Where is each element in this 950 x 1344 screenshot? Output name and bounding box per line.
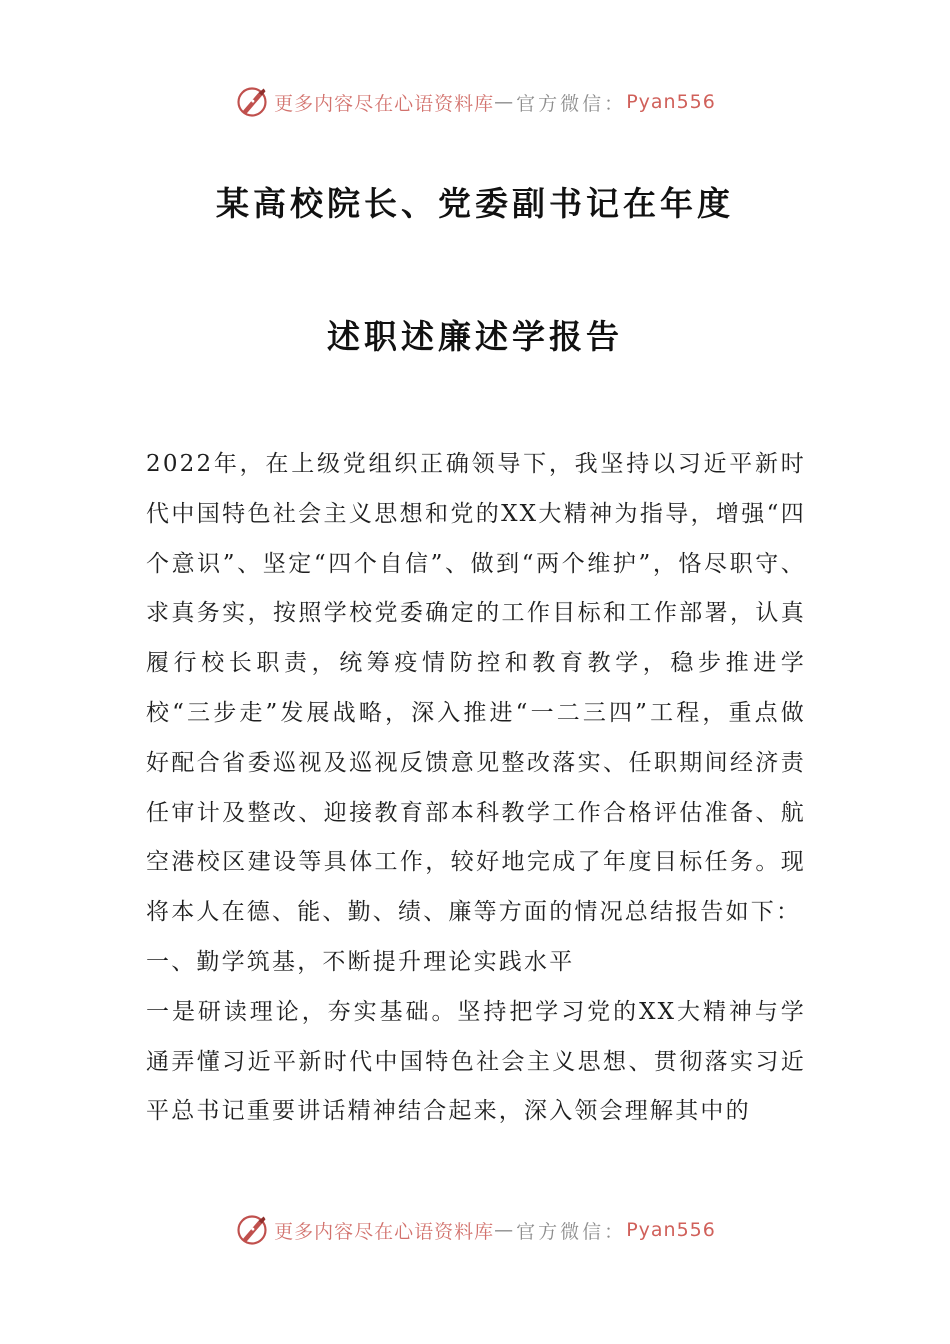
- watermark-banner-top: [0, 82, 950, 122]
- document-title-line-2: 述职述廉述学报告: [327, 317, 623, 356]
- watermark-official-text: 官方微信：: [516, 1220, 627, 1243]
- watermark-wechat-id: Pyan556: [626, 1219, 716, 1241]
- document-title-line-1: 某高校院长、党委副书记在年度: [216, 184, 734, 223]
- intro-paragraph: 2022年，在上级党组织正确领导下，我坚持以习近平新时代中国特色社会主义思想和党的XX大精神为指导，增强“四个意识”、坚定“四个自信”、做到“两个维护”，恪尽职守、求真务实，按照学校党委确定的工作目标和工作部署，认真履行校长职责，统筹疫情防控和教育教学，稳步推进学校“三步走”发展战略，深入推进“一二三四”工程，重点做好配合省委巡视及巡视反馈意见整改落实、任职期间经济责任审计及整改、迎接教育部本科教学工作合格评估准备、航空港校区建设等具体工作，较好地完成了年度目标任务。现将本人在德、能、勤、绩、廉等方面的情况总结报告如下：: [146, 451, 806, 926]
- watermark-banner-bottom: [0, 1210, 950, 1250]
- watermark-wechat-id: Pyan556: [626, 91, 716, 113]
- pen-nib-logo-icon: [234, 1212, 270, 1248]
- document-body: [146, 440, 806, 1137]
- pen-nib-logo-icon: [234, 84, 270, 120]
- watermark-separator: —: [494, 1219, 517, 1241]
- watermark-site-text: 更多内容尽在心语资料库: [274, 92, 495, 115]
- watermark-official-text: 官方微信：: [516, 92, 627, 115]
- section-heading: 一、勤学筑基，不断提升理论实践水平: [146, 948, 575, 975]
- watermark-site-text: 更多内容尽在心语资料库: [274, 1220, 495, 1243]
- watermark-separator: —: [494, 91, 517, 113]
- body-paragraph: 一是研读理论，夯实基础。坚持把学习党的XX大精神与学通弄懂习近平新时代中国特色社会主义思想、贯彻落实习近平总书记重要讲话精神结合起来，深入领会理解其中的: [146, 998, 806, 1125]
